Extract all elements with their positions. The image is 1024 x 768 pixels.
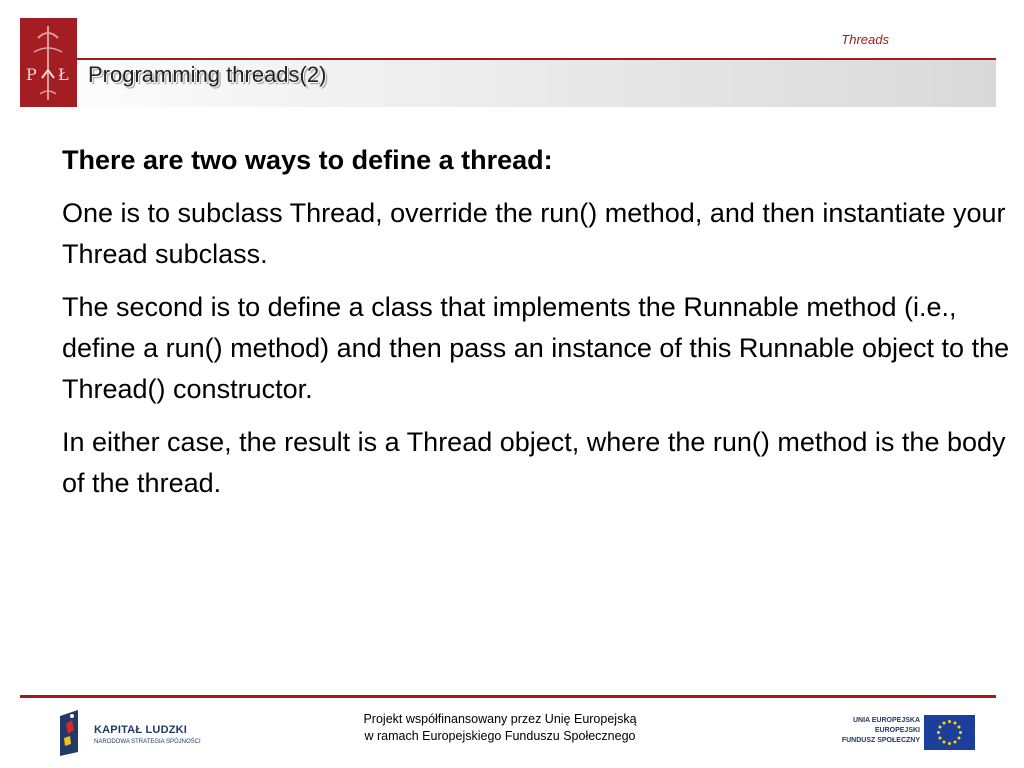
eu-line-1: UNIA EUROPEJSKA (852, 717, 920, 724)
eu-line-2: EUROPEJSKI (874, 727, 920, 734)
funding-line-1: Projekt współfinansowany przez Unię Europejską (363, 712, 637, 726)
eu-fund-label (842, 716, 920, 746)
funding-line-2: w ramach Europejskiego Funduszu Społecznego (364, 729, 636, 743)
university-emblem-icon (20, 18, 77, 107)
eu-flag-icon (924, 715, 975, 750)
paragraph-subclass: One is to subclass Thread, override the run() method, and then instantiate your Thread subclass. (62, 198, 1006, 269)
slide-title: Programming threads(2) (88, 62, 327, 87)
paragraph-runnable: The second is to define a class that implements the Runnable method (i.e., define a run() method) and then pass an instance of this Runnable object to the Thread() constructor. (62, 292, 1010, 404)
svg-text:P: P (26, 65, 37, 84)
kapital-ludzki-title: KAPITAŁ LUDZKI (94, 724, 188, 736)
university-logo (20, 18, 77, 107)
svg-text:Ł: Ł (58, 65, 69, 84)
paragraph-result: In either case, the result is a Thread object, where the run() method is the body of the thread. (62, 427, 1006, 498)
section-label: Threads (841, 32, 889, 47)
funding-note (300, 711, 700, 745)
eu-line-3: FUNDUSZ SPOŁECZNY (841, 737, 920, 744)
kapital-ludzki-subtitle: NARODOWA STRATEGIA SPÓJNOŚCI (94, 739, 201, 745)
lead-text: There are two ways to define a thread: (62, 145, 553, 175)
slide-body (62, 140, 1012, 516)
eu-stars-icon (924, 715, 975, 750)
footer-rule (20, 695, 996, 698)
